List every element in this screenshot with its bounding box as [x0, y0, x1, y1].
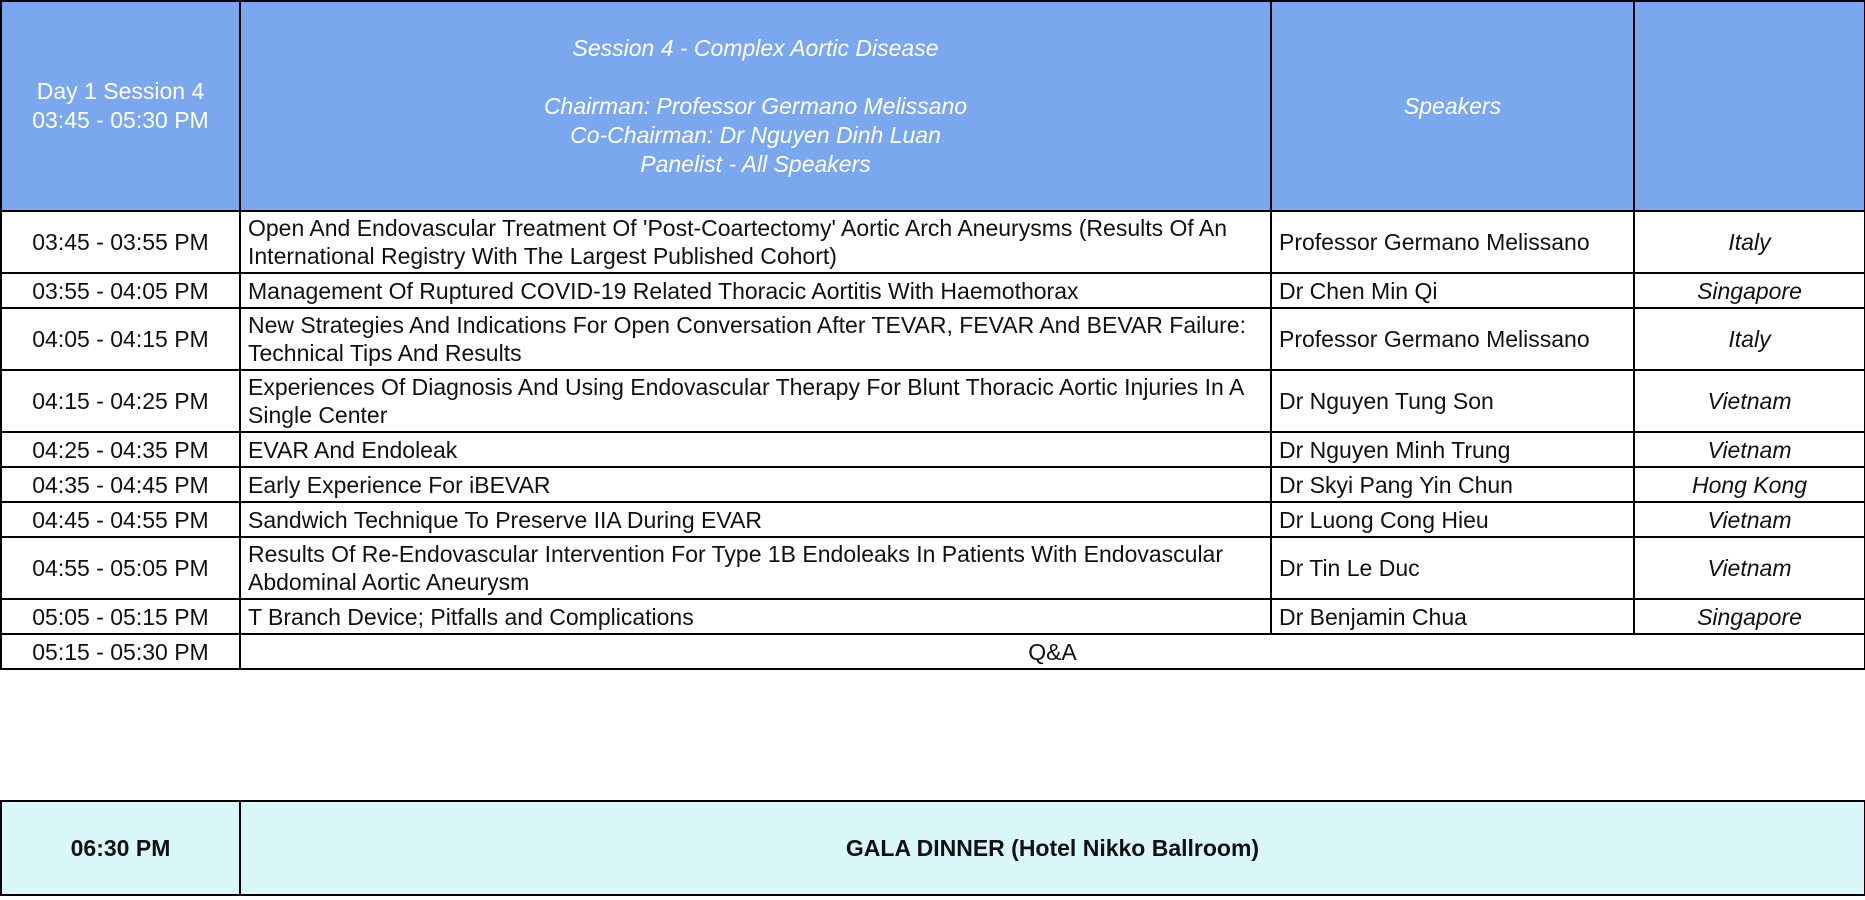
gala-time: 06:30 PM — [1, 801, 240, 895]
gala-table — [0, 800, 1865, 896]
speakers-header: Speakers — [1271, 1, 1634, 211]
talk-row — [1, 467, 1865, 502]
talk-country: Italy — [1634, 211, 1865, 273]
session-title-cell — [240, 1, 1271, 211]
talk-row — [1, 537, 1865, 599]
talk-row — [1, 211, 1865, 273]
talk-speaker: Dr Benjamin Chua — [1271, 599, 1634, 634]
session-title: Session 4 - Complex Aortic Disease — [572, 34, 939, 61]
session-panelist: Panelist - All Speakers — [640, 150, 871, 177]
talk-title: Results Of Re-Endovascular Intervention For Type 1B Endoleaks In Patients With Endovascular Abdominal Aortic Aneurysm — [240, 537, 1271, 599]
qa-time: 05:15 - 05:30 PM — [1, 634, 240, 669]
session-label-cell — [1, 1, 240, 211]
qa-label: Q&A — [240, 634, 1865, 669]
talk-speaker: Dr Nguyen Minh Trung — [1271, 432, 1634, 467]
talk-title: New Strategies And Indications For Open Conversation After TEVAR, FEVAR And BEVAR Failure: Technical Tips And Results — [240, 308, 1271, 370]
talk-country: Hong Kong — [1634, 467, 1865, 502]
talk-time: 03:45 - 03:55 PM — [1, 211, 240, 273]
session-day-label: Day 1 Session 4 — [36, 78, 205, 104]
talk-speaker: Professor Germano Melissano — [1271, 211, 1634, 273]
session-time-range: 03:45 - 05:30 PM — [32, 107, 209, 133]
talk-title: Early Experience For iBEVAR — [240, 467, 1271, 502]
talk-title: Sandwich Technique To Preserve IIA During EVAR — [240, 502, 1271, 537]
session-chairman: Chairman: Professor Germano Melissano — [543, 92, 968, 119]
talk-speaker: Dr Luong Cong Hieu — [1271, 502, 1634, 537]
talk-row — [1, 370, 1865, 432]
talk-country: Vietnam — [1634, 370, 1865, 432]
talk-speaker: Dr Tin Le Duc — [1271, 537, 1634, 599]
talk-time: 04:55 - 05:05 PM — [1, 537, 240, 599]
talk-speaker: Professor Germano Melissano — [1271, 308, 1634, 370]
gala-row — [1, 801, 1865, 895]
session-header-row — [1, 1, 1865, 211]
talk-row — [1, 502, 1865, 537]
talk-title: EVAR And Endoleak — [240, 432, 1271, 467]
talk-title: T Branch Device; Pitfalls and Complications — [240, 599, 1271, 634]
country-header — [1634, 1, 1865, 211]
talk-time: 04:15 - 04:25 PM — [1, 370, 240, 432]
talk-time: 04:25 - 04:35 PM — [1, 432, 240, 467]
talk-time: 04:45 - 04:55 PM — [1, 502, 240, 537]
talk-country: Singapore — [1634, 273, 1865, 308]
talk-country: Singapore — [1634, 599, 1865, 634]
qa-row — [1, 634, 1865, 669]
talk-row — [1, 599, 1865, 634]
talk-row — [1, 308, 1865, 370]
talk-time: 03:55 - 04:05 PM — [1, 273, 240, 308]
talk-time: 04:35 - 04:45 PM — [1, 467, 240, 502]
talk-time: 04:05 - 04:15 PM — [1, 308, 240, 370]
session-co-chairman: Co-Chairman: Dr Nguyen Dinh Luan — [570, 121, 941, 148]
talk-speaker: Dr Nguyen Tung Son — [1271, 370, 1634, 432]
talk-country: Vietnam — [1634, 537, 1865, 599]
talk-country: Vietnam — [1634, 432, 1865, 467]
talk-country: Vietnam — [1634, 502, 1865, 537]
talk-title: Open And Endovascular Treatment Of 'Post-Coartectomy' Aortic Arch Aneurysms (Results Of An International Registry With The Largest Published Cohort) — [240, 211, 1271, 273]
talk-country: Italy — [1634, 308, 1865, 370]
talk-row — [1, 273, 1865, 308]
gala-label: GALA DINNER (Hotel Nikko Ballroom) — [240, 801, 1865, 895]
talk-time: 05:05 - 05:15 PM — [1, 599, 240, 634]
talk-title: Experiences Of Diagnosis And Using Endovascular Therapy For Blunt Thoracic Aortic Injuries In A Single Center — [240, 370, 1271, 432]
talk-title: Management Of Ruptured COVID-19 Related Thoracic Aortitis With Haemothorax — [240, 273, 1271, 308]
talk-row — [1, 432, 1865, 467]
talk-speaker: Dr Chen Min Qi — [1271, 273, 1634, 308]
talk-speaker: Dr Skyi Pang Yin Chun — [1271, 467, 1634, 502]
